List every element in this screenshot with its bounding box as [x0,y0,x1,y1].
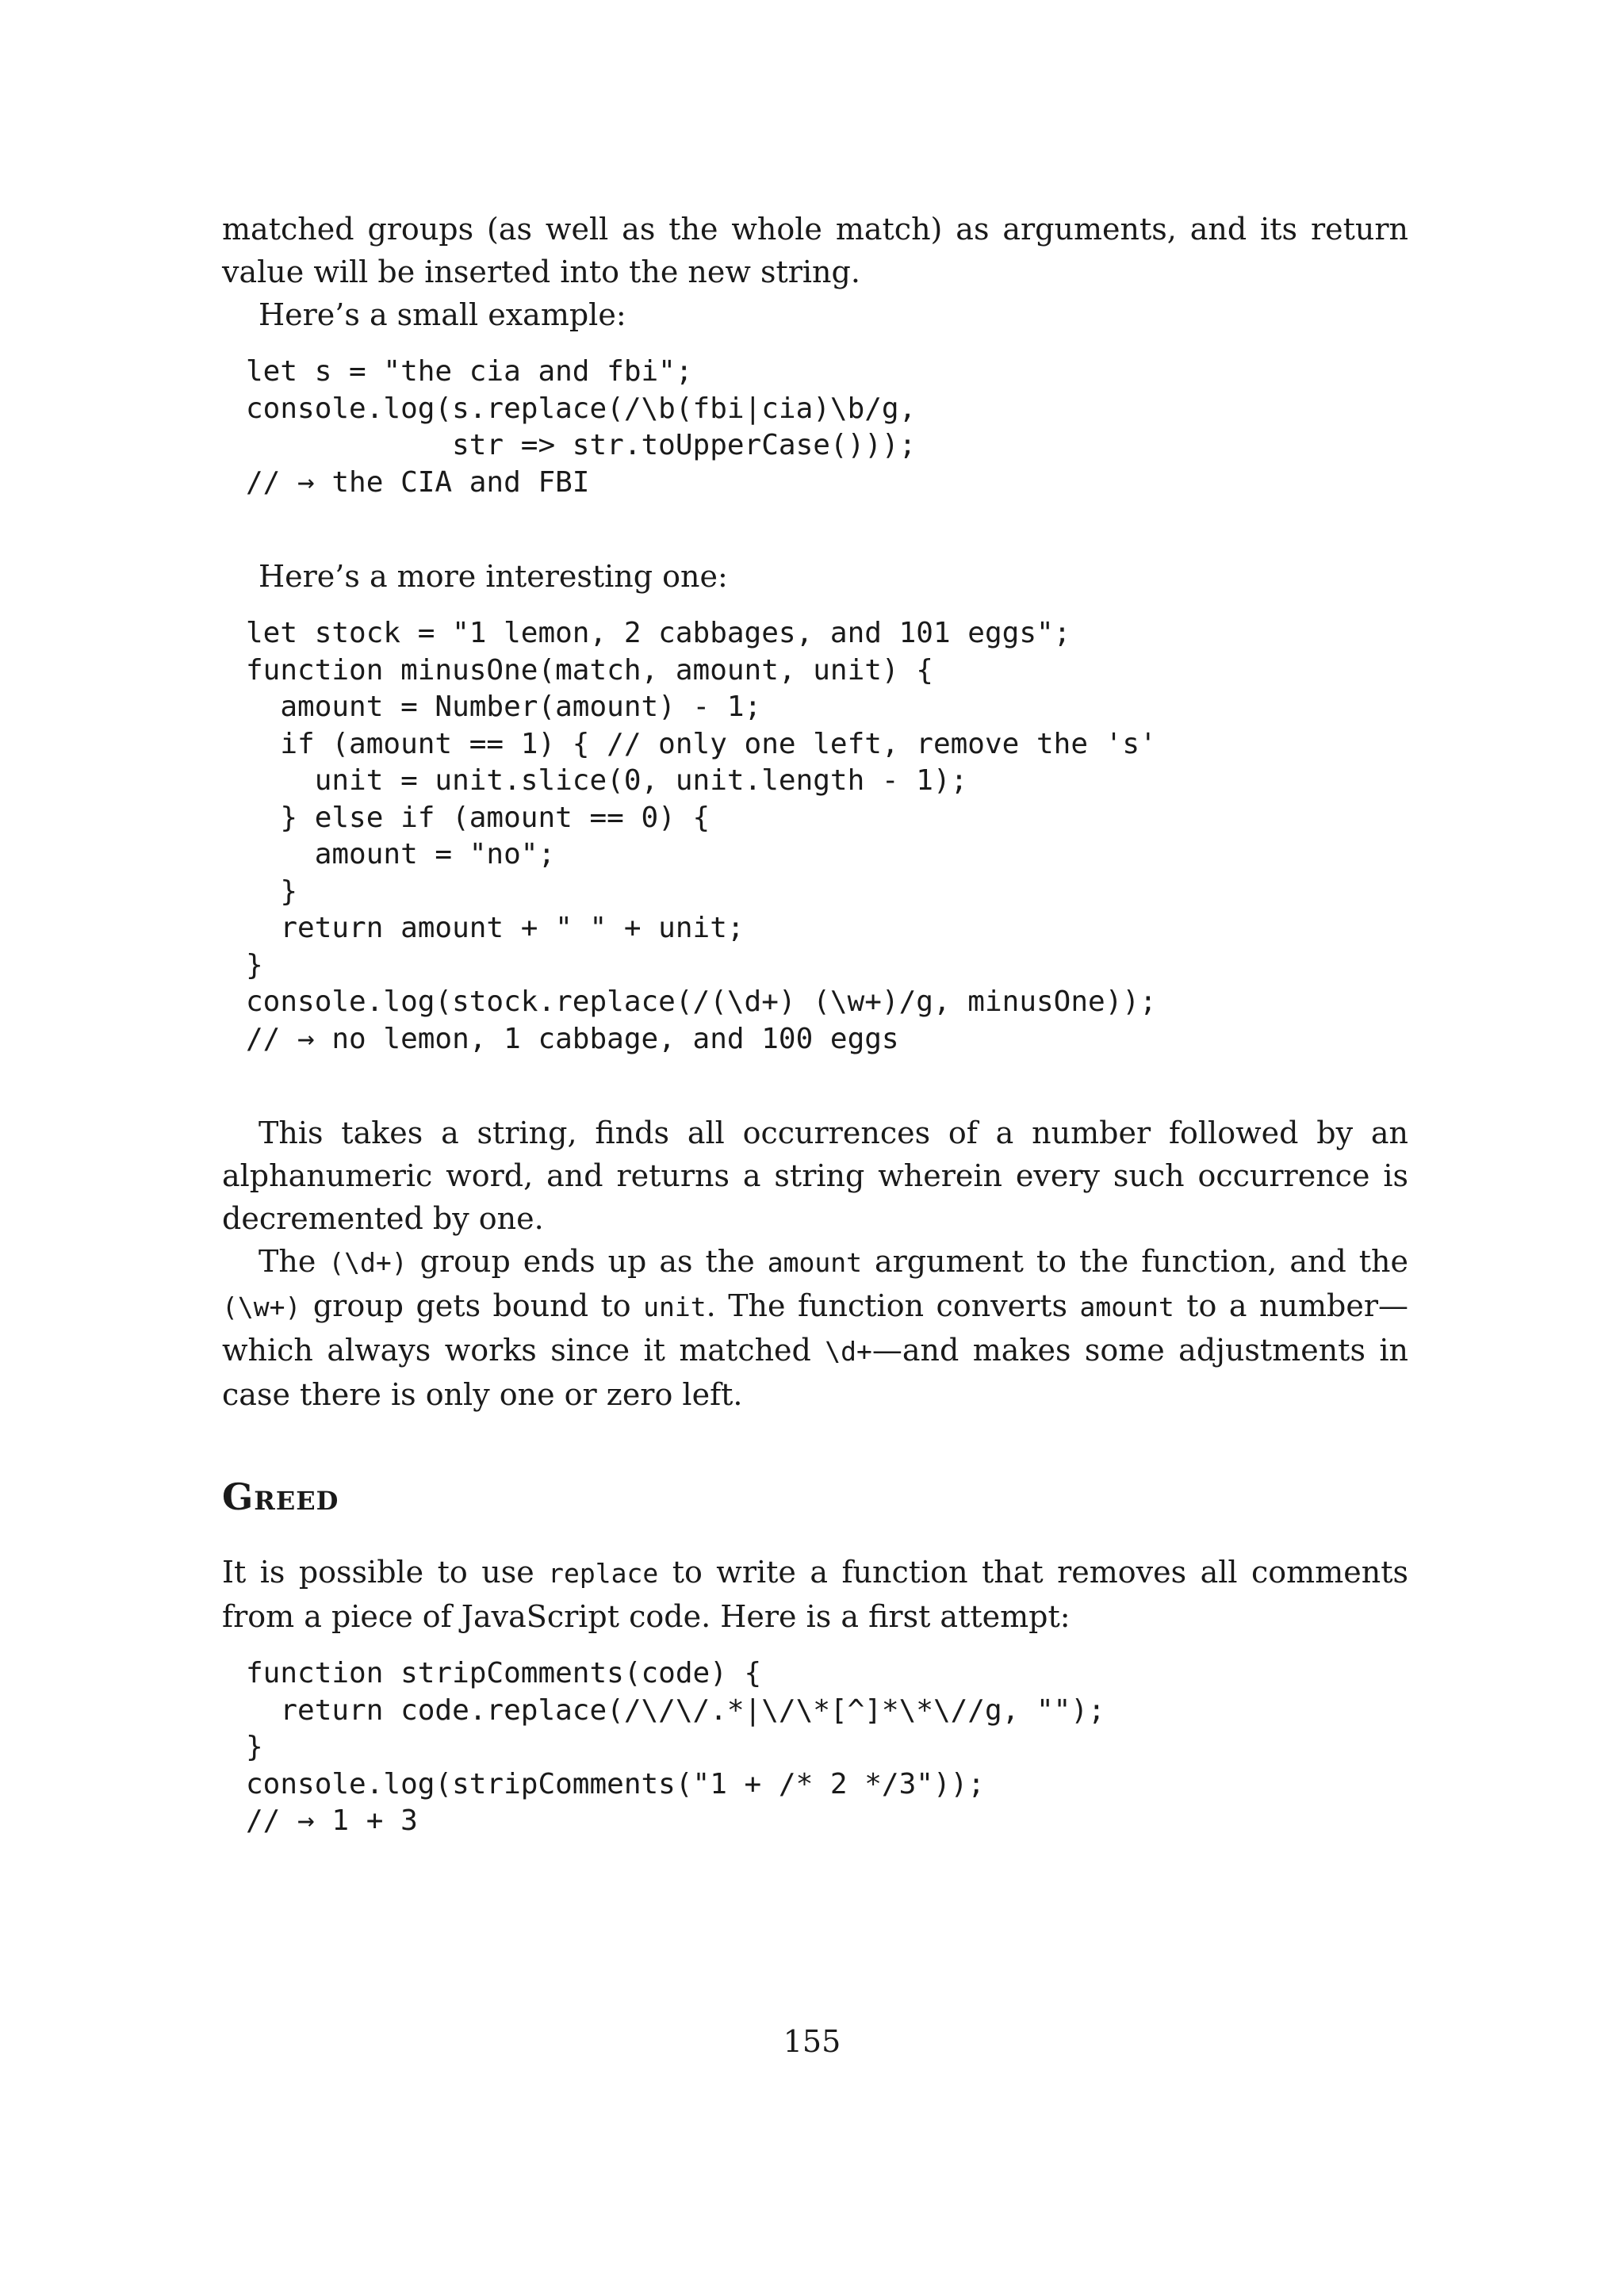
inline-code: amount [767,1247,862,1278]
text-span: to a number—which always works since it matched [222,1288,1408,1368]
code-block-minus-one: let stock = "1 lemon, 2 cabbages, and 101 eggs"; function minusOne(match, amount, unit) { amount = Number(amount) - 1; if (amount == 1) { // only one left, remove the 's' unit = unit.slice(0, unit.length - 1); } else if (amount == 0) { amount = "no"; } return amount + " " + unit; } console.log(stock.replace(/(\d+) (\w+)/g, minusOne)); // → no lemon, 1 cabbage, and 100 eggs [246,617,1157,1055]
greed-intro-paragraph [222,1551,1408,1638]
code-block-replace-uppercase: let s = "the cia and fbi"; console.log(s.replace(/\b(fbi|cia)\b/g, str => str.toUpperCase())); // → the CIA and FBI [246,355,917,499]
text-span: group gets bound to [301,1288,644,1323]
inline-code: (\w+) [222,1292,301,1322]
section-heading-greed [222,1473,1408,1521]
inline-code: amount [1079,1292,1174,1322]
text-span: It is possible to use [222,1555,549,1590]
small-example-lead: Here’s a small example: [259,297,626,332]
explanation-paragraph-2 [222,1240,1408,1416]
text-span: argument to the function, and the [861,1244,1409,1279]
inline-code: unit [643,1292,707,1322]
text-span: group ends up as the [407,1244,768,1279]
text-span: —and makes some adjustments in case there is only one or zero left. [222,1333,1408,1412]
page-content [222,208,1408,1840]
inline-code: \d+ [825,1336,872,1367]
text-span: The [259,1244,329,1279]
code-block-strip-comments: function stripComments(code) { return code.replace(/\/\/.*|\/\*[^]*\*\//g, ""); } console.log(stripComments("1 + /* 2 */3")); // → 1 + 3 [246,1657,1105,1837]
page-number: 155 [783,2024,841,2059]
inline-code: (\d+) [328,1247,408,1278]
text-span: . The function converts [706,1288,1080,1323]
interesting-lead: Here’s a more interesting one: [259,559,728,594]
text-span: to write a function that removes all comments from a piece of JavaScript code. Here is a first attempt: [222,1555,1408,1634]
inline-code: replace [548,1558,659,1589]
intro-paragraph: matched groups (as well as the whole match) as arguments, and its return value will be inserted into the new string. [222,212,1408,289]
section-heading-text: Greed [222,1475,339,1518]
explanation-paragraph-1: This takes a string, finds all occurrences of a number followed by an alphanumeric word, and returns a string wherein every such occurrence is decremented by one. [222,1115,1408,1236]
